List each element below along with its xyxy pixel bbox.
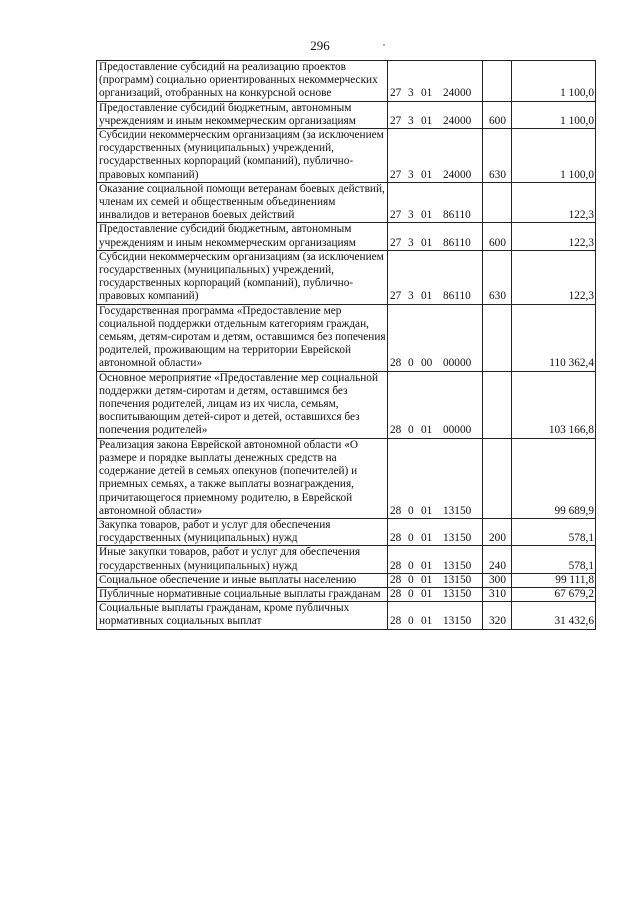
row-code <box>388 587 483 601</box>
code-part: 27 <box>390 290 402 303</box>
row-code <box>388 573 483 587</box>
row-name: Основное мероприятие «Предоставление мер социальной поддержки детям-сиротам и детям, оставшимся без попечения родителей, лицам из их числа, семьям, воспитывающим детей-сирот и детей, оставшихся без попечения родителей» <box>97 371 388 438</box>
table-row <box>97 546 596 573</box>
code-part: 28 <box>390 504 402 517</box>
code-part: 0 <box>408 615 414 628</box>
code-part: 13150 <box>443 615 472 628</box>
row-amount: 31 432,6 <box>512 602 596 629</box>
table-row <box>97 438 596 518</box>
code-part: 0 <box>408 587 414 600</box>
row-name: Предоставление субсидий бюджетным, автономным учреждениям и иным некоммерческим организациям <box>97 223 388 250</box>
code-part: 24000 <box>443 168 472 181</box>
code-part: 01 <box>421 290 433 303</box>
code-part: 27 <box>390 209 402 222</box>
row-amount: 122,3 <box>512 223 596 250</box>
code-part: 01 <box>421 615 433 628</box>
code-part: 00 <box>421 357 433 370</box>
row-name: Предоставление субсидий на реализацию проектов (программ) социально ориентированных некоммерческих организаций, отобранных на конкурсной основе <box>97 61 388 102</box>
code-part: 13150 <box>443 573 472 586</box>
code-part: 0 <box>408 504 414 517</box>
row-expense-type: 310 <box>483 587 512 601</box>
code-part: 13150 <box>443 587 472 600</box>
code-part: 0 <box>408 357 414 370</box>
row-name: Закупка товаров, работ и услуг для обеспечения государственных (муниципальных) нужд <box>97 518 388 545</box>
code-part: 01 <box>421 504 433 517</box>
row-expense-type: 200 <box>483 518 512 545</box>
row-expense-type: 240 <box>483 546 512 573</box>
code-part: 0 <box>408 424 414 437</box>
row-expense-type <box>483 182 512 223</box>
row-amount: 67 679,2 <box>512 587 596 601</box>
row-code <box>388 182 483 223</box>
code-part: 28 <box>390 587 402 600</box>
row-expense-type: 320 <box>483 602 512 629</box>
code-part: 28 <box>390 573 402 586</box>
row-expense-type <box>483 304 512 371</box>
code-part: 86110 <box>443 209 471 222</box>
row-amount: 122,3 <box>512 250 596 304</box>
row-name: Социальные выплаты гражданам, кроме публичных нормативных социальных выплат <box>97 602 388 629</box>
code-part: 13150 <box>443 504 472 517</box>
code-part: 28 <box>390 532 402 545</box>
row-expense-type: 630 <box>483 250 512 304</box>
code-part: 3 <box>408 87 414 100</box>
row-code <box>388 304 483 371</box>
row-expense-type <box>483 438 512 518</box>
row-name: Иные закупки товаров, работ и услуг для обеспечения государственных (муниципальных) нужд <box>97 546 388 573</box>
table-row <box>97 250 596 304</box>
row-amount: 103 166,8 <box>512 371 596 438</box>
table-row <box>97 304 596 371</box>
code-part: 0 <box>408 559 414 572</box>
row-expense-type: 600 <box>483 223 512 250</box>
code-part: 01 <box>421 236 433 249</box>
code-part: 27 <box>390 114 402 127</box>
code-part: 0 <box>408 532 414 545</box>
row-code <box>388 438 483 518</box>
code-part: 28 <box>390 357 402 370</box>
code-part: 01 <box>421 424 433 437</box>
code-part: 3 <box>408 236 414 249</box>
row-code <box>388 61 483 102</box>
table-row <box>97 518 596 545</box>
code-part: 27 <box>390 236 402 249</box>
code-part: 01 <box>421 573 433 586</box>
row-amount: 99 111,8 <box>512 573 596 587</box>
page-number: 296 <box>310 38 330 53</box>
row-name: Оказание социальной помощи ветеранам боевых действий, членам их семей и общественным объединениям инвалидов и ветеранов боевых действий <box>97 182 388 223</box>
row-name: Субсидии некоммерческим организациям (за исключением государственных (муниципальных) учреждений, государственных корпораций (компаний), публично-правовых компаний) <box>97 250 388 304</box>
row-code <box>388 101 483 128</box>
row-amount: 578,1 <box>512 546 596 573</box>
table-row <box>97 101 596 128</box>
row-code <box>388 250 483 304</box>
row-expense-type: 300 <box>483 573 512 587</box>
table-row <box>97 182 596 223</box>
code-part: 01 <box>421 587 433 600</box>
code-part: 01 <box>421 559 433 572</box>
scan-speck <box>383 44 385 46</box>
row-amount: 99 689,9 <box>512 438 596 518</box>
code-part: 28 <box>390 424 402 437</box>
row-amount: 1 100,0 <box>512 101 596 128</box>
table-row <box>97 129 596 183</box>
code-part: 86110 <box>443 290 471 303</box>
row-amount: 110 362,4 <box>512 304 596 371</box>
table-row <box>97 61 596 102</box>
budget-table-body <box>97 61 596 630</box>
row-code <box>388 546 483 573</box>
row-code <box>388 518 483 545</box>
code-part: 28 <box>390 559 402 572</box>
row-code <box>388 129 483 183</box>
code-part: 3 <box>408 114 414 127</box>
row-code <box>388 223 483 250</box>
row-name: Предоставление субсидий бюджетным, автономным учреждениям и иным некоммерческим организациям <box>97 101 388 128</box>
code-part: 01 <box>421 87 433 100</box>
code-part: 01 <box>421 532 433 545</box>
code-part: 86110 <box>443 236 471 249</box>
budget-table <box>96 60 596 630</box>
row-amount: 1 100,0 <box>512 61 596 102</box>
code-part: 00000 <box>443 424 472 437</box>
row-name: Государственная программа «Предоставление мер социальной поддержки отдельным категориям граждан, семьям, детям-сиротам и детям, оставшимся без попечения родителей, проживающим на территории Еврейской автономной области» <box>97 304 388 371</box>
row-name: Социальное обеспечение и иные выплаты населению <box>97 573 388 587</box>
row-name: Публичные нормативные социальные выплаты гражданам <box>97 587 388 601</box>
code-part: 3 <box>408 168 414 181</box>
code-part: 24000 <box>443 87 472 100</box>
row-amount: 578,1 <box>512 518 596 545</box>
row-expense-type <box>483 371 512 438</box>
row-expense-type <box>483 61 512 102</box>
row-name: Реализация закона Еврейской автономной области «О размере и порядке выплаты денежных средств на содержание детей в семьях опекунов (попечителей) и приемных семьях, а также выплаты вознаграждения, причитающегося приемному родителю, в Еврейской автономной области» <box>97 438 388 518</box>
table-row <box>97 602 596 629</box>
row-code <box>388 371 483 438</box>
code-part: 13150 <box>443 532 472 545</box>
table-row <box>97 573 596 587</box>
code-part: 0 <box>408 573 414 586</box>
code-part: 3 <box>408 209 414 222</box>
row-expense-type: 600 <box>483 101 512 128</box>
code-part: 27 <box>390 87 402 100</box>
code-part: 01 <box>421 209 433 222</box>
row-expense-type: 630 <box>483 129 512 183</box>
code-part: 24000 <box>443 114 472 127</box>
code-part: 01 <box>421 168 433 181</box>
code-part: 28 <box>390 615 402 628</box>
table-row <box>97 223 596 250</box>
row-amount: 1 100,0 <box>512 129 596 183</box>
table-row <box>97 371 596 438</box>
code-part: 01 <box>421 114 433 127</box>
code-part: 00000 <box>443 357 472 370</box>
row-amount: 122,3 <box>512 182 596 223</box>
table-row <box>97 587 596 601</box>
row-name: Субсидии некоммерческим организациям (за исключением государственных (муниципальных) учреждений, государственных корпораций (компаний), публично-правовых компаний) <box>97 129 388 183</box>
code-part: 3 <box>408 290 414 303</box>
code-part: 13150 <box>443 559 472 572</box>
row-code <box>388 602 483 629</box>
code-part: 27 <box>390 168 402 181</box>
